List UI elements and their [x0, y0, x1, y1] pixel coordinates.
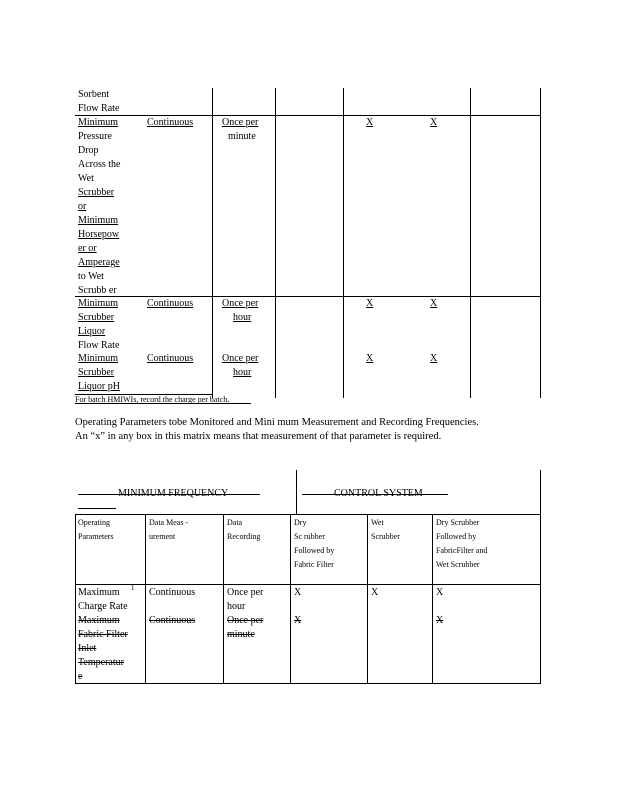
- param-line: Sorbent: [78, 89, 110, 100]
- param-line: Drop: [78, 145, 99, 156]
- lower-col-line-4: [367, 514, 368, 684]
- param-line: Liquor: [78, 326, 106, 337]
- colhead-line: Data Meas -: [149, 518, 189, 527]
- colhead-line: Fabric Filter: [294, 560, 334, 569]
- upper-col-line-2: [275, 88, 276, 398]
- param-line: to Wet: [78, 271, 104, 282]
- param-line: Maximum: [78, 587, 120, 598]
- lower-right-border: [540, 470, 541, 684]
- mark-liquor-flow-1: X: [366, 298, 374, 309]
- footnote: For batch HMIWIs, record the charge per batch.: [75, 395, 230, 404]
- header-left-extra: [78, 508, 116, 509]
- mark-liquor-flow-2: X: [430, 298, 438, 309]
- param-line: Maximum: [78, 615, 120, 626]
- recording-charge-line: Once per: [227, 587, 264, 598]
- param-line: Charge Rate: [78, 601, 128, 612]
- colhead-line: Recording: [227, 532, 261, 541]
- colhead-line: Data: [227, 518, 243, 527]
- header-minimum-frequency: MINIMUM FREQUENCY: [118, 488, 229, 499]
- colhead-line: Dry: [294, 518, 307, 527]
- mark-charge-wet: X: [371, 587, 379, 598]
- mark-temp-dry-wet: X: [436, 615, 444, 626]
- param-line: Minimum: [78, 215, 119, 226]
- mark-charge-dry: X: [294, 587, 302, 598]
- mark-charge-dry-wet: X: [436, 587, 444, 598]
- param-line: Pressure: [78, 131, 112, 142]
- colhead-line: Scrubber: [371, 532, 400, 541]
- header-control-system: CONTROL SYSTEM: [334, 488, 423, 499]
- colhead-line: Followed by: [294, 546, 335, 555]
- upper-row-line-1: [75, 115, 541, 116]
- caption-line-1: Operating Parameters tobe Monitored and Mini mum Measurement and Recording Frequencies.: [75, 417, 479, 428]
- colhead-line: Parameters: [78, 532, 114, 541]
- colhead-line: Dry Scrubber: [436, 518, 480, 527]
- mark-temp-dry: X: [294, 615, 302, 626]
- measurement-liquor-flow: Continuous: [147, 298, 194, 309]
- param-line: Fabric Filter: [78, 629, 128, 640]
- recording-pressure-line: Once per: [222, 117, 259, 128]
- colhead-line: Wet: [371, 518, 384, 527]
- param-line: Horsepow: [78, 229, 120, 240]
- param-line: Scrubb er: [78, 285, 117, 296]
- param-line: Minimum: [78, 298, 119, 309]
- mark-pressure-1: X: [366, 117, 374, 128]
- recording-liquor-flow-line: hour: [233, 312, 252, 323]
- param-line: Minimum: [78, 353, 119, 364]
- param-line: Scrubber: [78, 187, 115, 198]
- param-line: Liquor pH: [78, 381, 120, 392]
- caption-line-2: An “x” in any box in this matrix means that measurement of that parameter is required.: [75, 431, 442, 442]
- colhead-line: Sc rubber: [294, 532, 325, 541]
- param-line: Inlet: [78, 643, 97, 654]
- param-line: or: [78, 201, 87, 212]
- param-line: Scrubber: [78, 367, 115, 378]
- param-line: Temperatur: [78, 657, 124, 668]
- recording-liquor-ph-line: Once per: [222, 353, 259, 364]
- colhead-line: FabricFilter and: [436, 546, 488, 555]
- param-line: Flow Rate: [78, 103, 120, 114]
- recording-pressure-line: minute: [228, 131, 256, 142]
- param-line: Wet: [78, 173, 94, 184]
- footnote-superscript: 1: [131, 584, 135, 592]
- lower-col-line-5: [432, 514, 433, 684]
- upper-col-line-3: [343, 88, 344, 398]
- recording-charge-line: hour: [227, 601, 246, 612]
- param-line: Minimum: [78, 117, 119, 128]
- recording-temp-line: minute: [227, 629, 255, 640]
- lower-left-border: [75, 514, 76, 684]
- param-line: e: [78, 671, 83, 682]
- mark-liquor-ph-1: X: [366, 353, 374, 364]
- param-line: Flow Rate: [78, 340, 120, 351]
- lower-col-line-2: [223, 514, 224, 684]
- colhead-line: urement: [149, 532, 176, 541]
- lower-header-divider: [296, 470, 297, 514]
- recording-temp-line: Once per: [227, 615, 264, 626]
- colhead-line: Operating: [78, 518, 110, 527]
- mark-liquor-ph-2: X: [430, 353, 438, 364]
- upper-col-line-4: [470, 88, 471, 398]
- measurement-charge: Continuous: [149, 587, 196, 598]
- recording-liquor-ph-line: hour: [233, 367, 252, 378]
- param-line: Across the: [78, 159, 121, 170]
- mark-pressure-2: X: [430, 117, 438, 128]
- upper-row-line-2: [75, 296, 541, 297]
- measurement-temp: Continuous: [149, 615, 196, 626]
- param-line: Scrubber: [78, 312, 115, 323]
- lower-col-line-3: [290, 514, 291, 684]
- lower-col-line-1: [145, 514, 146, 684]
- upper-col-line-1: [212, 88, 213, 398]
- measurement-liquor-ph: Continuous: [147, 353, 194, 364]
- measurement-pressure: Continuous: [147, 117, 194, 128]
- recording-liquor-flow-line: Once per: [222, 298, 259, 309]
- colhead-line: Wet Scrubber: [436, 560, 480, 569]
- param-line: er or: [78, 243, 97, 254]
- param-line: Amperage: [78, 257, 120, 268]
- colhead-line: Followed by: [436, 532, 477, 541]
- upper-col-line-5: [540, 88, 541, 398]
